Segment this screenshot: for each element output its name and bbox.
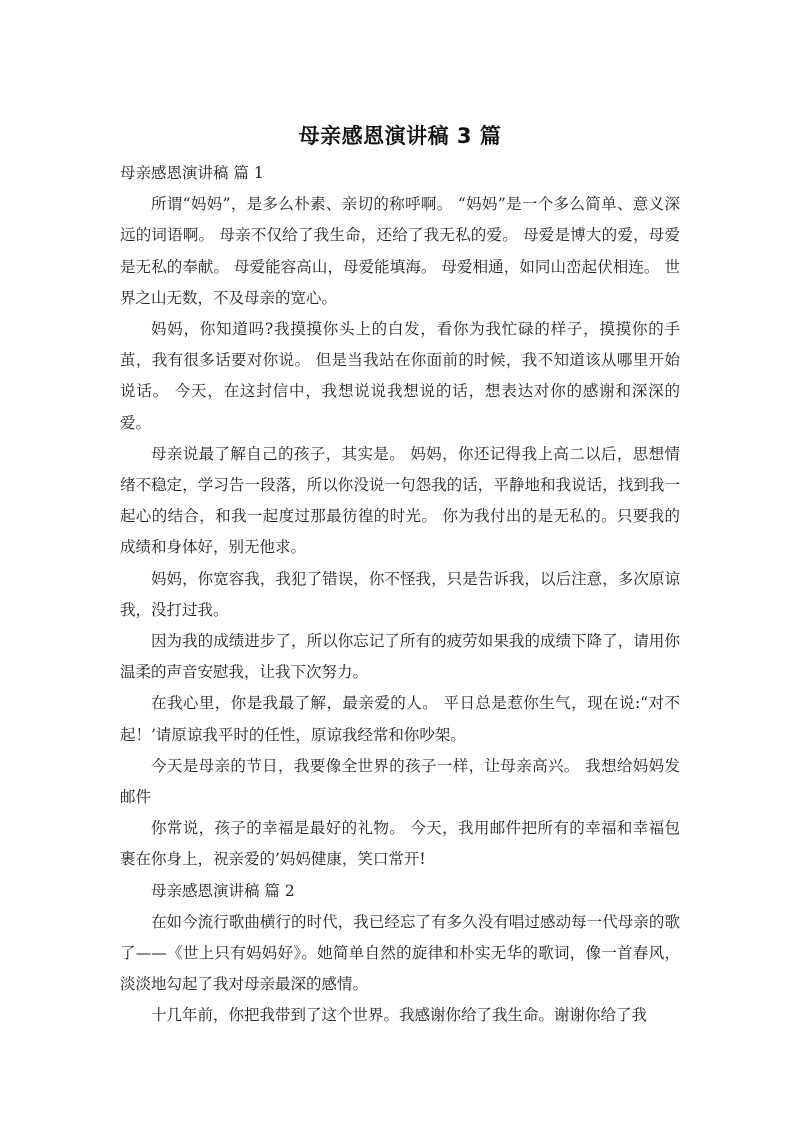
section-heading-1: 母亲感恩演讲稿 篇 1 xyxy=(120,164,264,182)
section-heading-2: 母亲感恩演讲稿 篇 2 xyxy=(151,881,295,900)
paragraph: 今天是母亲的节日，我要像全世界的孩子一样，让母亲高兴。 我想给妈妈发邮件 xyxy=(120,756,680,807)
paragraph: 妈妈，你知道吗?我摸摸你头上的白发，看你为我忙碌的样子，摸摸你的手茧，我有很多话要对你说。 但是当我站在你面前的时候，我不知道该从哪里开始说话。 今天，在这封信中，我想说说我想说的话，想表达对你的感谢和深深的爱。 xyxy=(120,320,680,432)
paragraph: 妈妈，你宽容我，我犯了错误，你不怪我，只是告诉我，以后注意，多次原谅我，没打过我。 xyxy=(120,569,680,619)
paragraph: 在我心里，你是我最了解，最亲爱的人。 平日总是惹你生气，现在说:“对不起！’请原谅我平时的任性，原谅我经常和你吵架。 xyxy=(120,694,680,744)
document-body xyxy=(120,158,680,1032)
paragraph: 所谓“妈妈”，是多么朴素、亲切的称呼啊。 “妈妈”是一个多么简单、意义深远的词语啊。 母亲不仅给了我生命，还给了我无私的爱。 母爱是博大的爱，母爱是无私的奉献。 母爱能容高山，母爱能填海。 母爱相通，如同山峦起伏相连。 世界之山无数，不及母亲的宽心。 xyxy=(120,195,680,307)
paragraph: 你常说，孩子的幸福是最好的礼物。 今天，我用邮件把所有的幸福和幸福包裹在你身上，祝亲爱的’妈妈健康，笑口常开! xyxy=(120,819,680,869)
paragraph: 十几年前，你把我带到了这个世界。我感谢你给了我生命。谢谢你给了我 xyxy=(151,1006,648,1025)
document-title: 母亲感恩演讲稿 3 篇 xyxy=(298,124,502,148)
paragraph: 因为我的成绩进步了，所以你忘记了所有的疲劳如果我的成绩下降了，请用你温柔的声音安慰我，让我下次努力。 xyxy=(120,632,680,682)
paragraph: 在如今流行歌曲横行的时代，我已经忘了有多久没有唱过感动每一代母亲的歌了——《世上只有妈妈好》。她简单自然的旋律和朴实无华的歌词，像一首春风，淡淡地勾起了我对母亲最深的感情。 xyxy=(120,912,680,994)
paragraph: 母亲说最了解自己的孩子，其实是。 妈妈，你还记得我上高二以后，思想情绪不稳定，学习告一段落，所以你没说一句怨我的话，平静地和我说话，找到我一起心的结合，和我一起度过那最彷徨的时光。 你为我付出的是无私的。只要我的成绩和身体好，别无他求。 xyxy=(120,444,680,557)
